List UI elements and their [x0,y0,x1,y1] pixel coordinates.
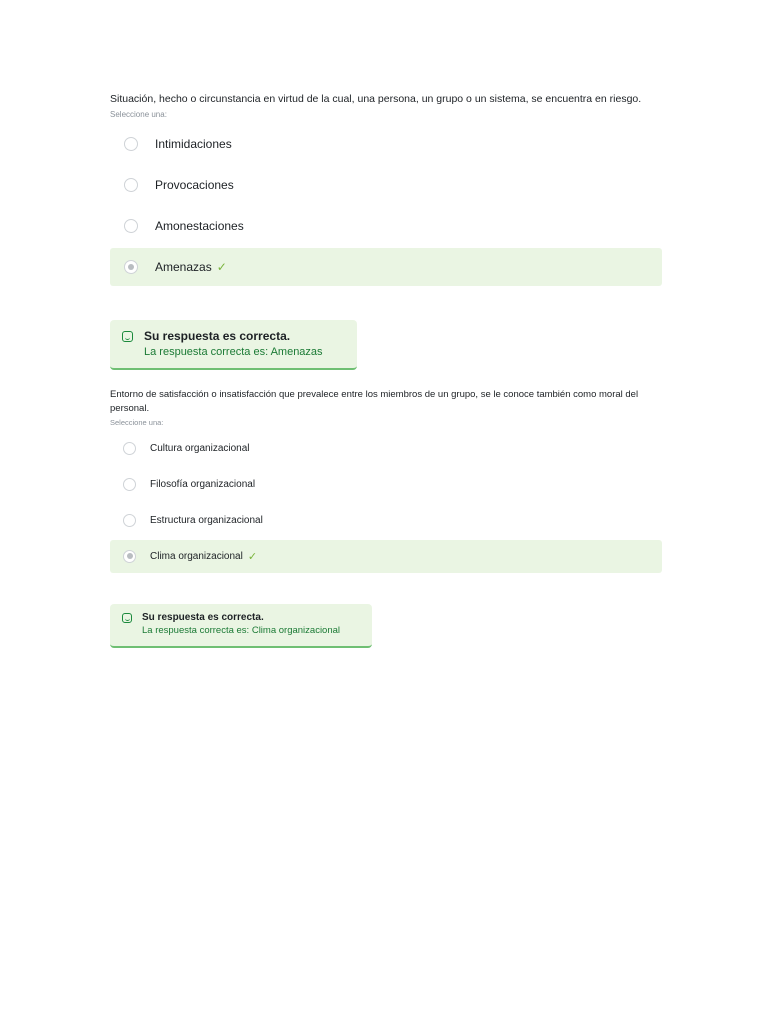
option-estructura-organizacional[interactable] [110,504,662,537]
radio-icon[interactable] [123,442,136,455]
radio-icon[interactable] [124,137,138,151]
option-label: Estructura organizacional [150,514,263,526]
option-label: Amonestaciones [155,218,244,233]
radio-icon[interactable] [124,219,138,233]
option-intimidaciones[interactable] [110,125,662,163]
radio-icon[interactable] [124,178,138,192]
option-clima-organizacional[interactable] [110,540,662,573]
question-hint: Seleccione una: [110,109,167,119]
option-label: Intimidaciones [155,136,232,151]
radio-icon[interactable] [124,260,138,274]
option-amenazas[interactable] [110,248,662,286]
option-label: Clima organizacional [150,550,243,562]
option-provocaciones[interactable] [110,166,662,204]
feedback-title: Su respuesta es correcta. [144,329,291,343]
correct-answer-text: La respuesta correcta es: Amenazas [144,346,323,358]
question-text: Situación, hecho o circunstancia en virtud de la cual, una persona, un grupo o un sistema, se encuentra en riesgo. [110,93,642,105]
smile-icon [122,613,132,623]
radio-icon[interactable] [123,550,136,563]
question-hint: Seleccione una: [110,417,164,427]
check-icon: ✓ [216,259,227,274]
option-amonestaciones[interactable] [110,207,662,245]
option-label: Filosofía organizacional [150,478,256,490]
radio-icon[interactable] [123,478,136,491]
answer-options [110,125,662,286]
check-icon: ✓ [247,550,258,563]
correct-answer-text: La respuesta correcta es: Clima organizacional [142,625,341,636]
option-filosofia-organizacional[interactable] [110,468,662,501]
question-1 [110,92,662,286]
feedback-box [110,320,357,370]
smile-icon [122,331,133,342]
feedback-title: Su respuesta es correcta. [142,612,264,623]
option-cultura-organizacional[interactable] [110,432,662,465]
question-text: Entorno de satisfacción o insatisfacción que prevalece entre los miembros de un grupo, se le conoce también como moral del personal. [110,389,639,414]
radio-icon[interactable] [123,514,136,527]
answer-options [110,432,662,573]
option-label: Cultura organizacional [150,442,250,454]
option-label: Amenazas [155,259,212,274]
question-2 [110,388,662,573]
option-label: Provocaciones [155,177,234,192]
feedback-box [110,604,372,648]
